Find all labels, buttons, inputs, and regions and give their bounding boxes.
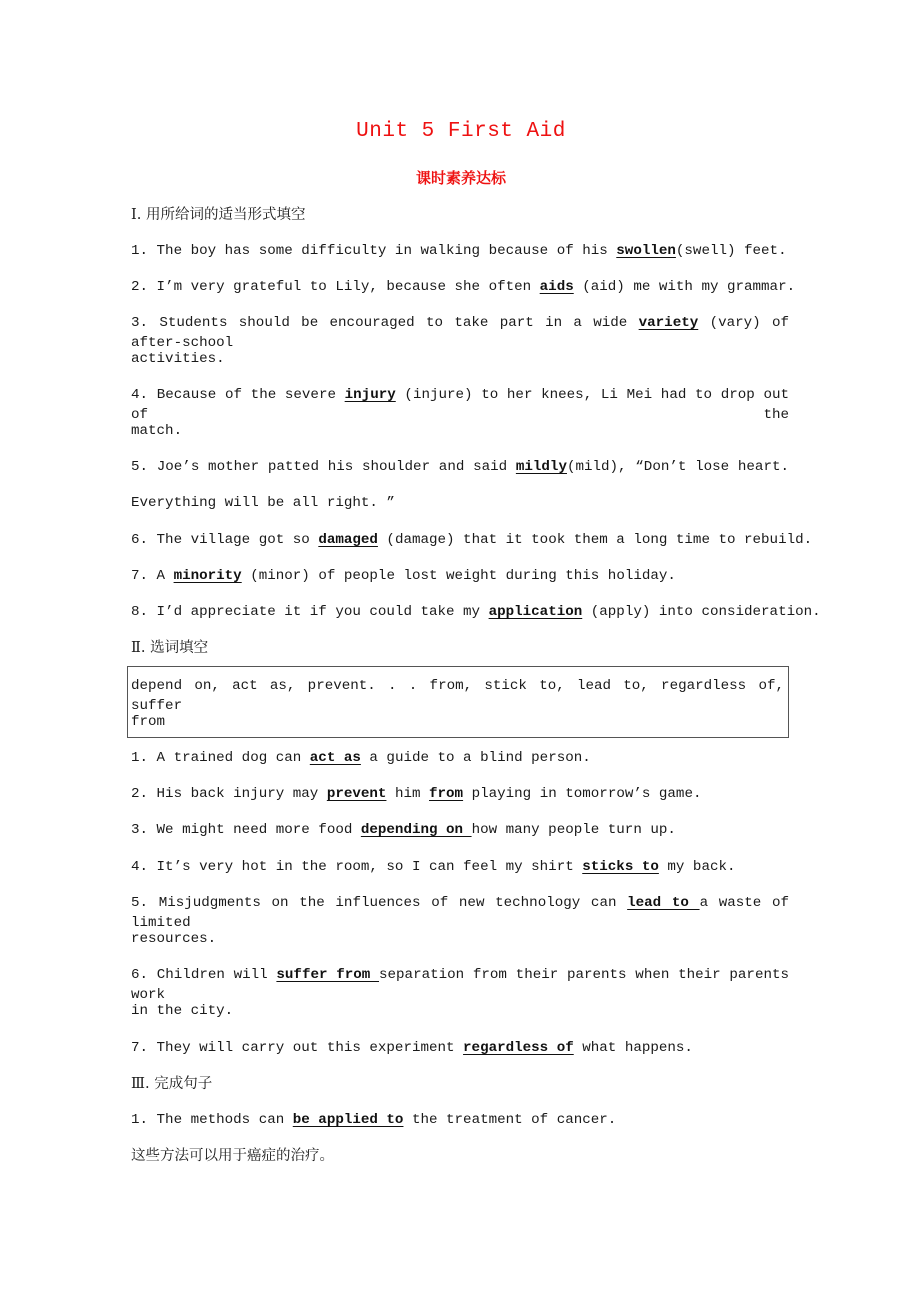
document-title: Unit 5 First Aid [356,120,566,143]
exercise-item [131,277,796,297]
item-text: a waste of limited [131,895,790,931]
item-text: 2. I’m very grateful to Lily, because she often [131,279,540,295]
item-text: 4. It’s very hot in the room, so I can feel my shirt [131,859,583,875]
answer-blank: mildly [515,459,567,475]
exercise-item [131,602,821,622]
item-text: separation from their parents when their parents work [131,967,789,1003]
answer-blank: injury [344,387,396,403]
item-text: 1. The boy has some difficulty in walking because of his [131,243,617,259]
answer-blank: application [488,604,583,620]
exercise-item-continuation: Everything will be all right. ” [131,495,395,511]
exercise-item [131,530,813,550]
section-1-heading: Ⅰ. 用所给词的适当形式填空 [131,207,306,223]
word-bank-line: depend on, act as, prevent. . . from, stick to, lead to, regardless of, suffer [131,678,784,714]
word-bank-line: from [131,714,166,730]
exercise-item-continuation: in the city. [131,1003,234,1019]
exercise-item [131,1038,796,1058]
answer-blank: minority [173,568,242,584]
item-text: 6. Children will [131,967,277,983]
exercise-item [131,965,789,1005]
answer-blank: from [429,786,464,802]
item-text: 1. A trained dog can [131,750,310,766]
item-text: 7. They will carry out this experiment [131,1040,464,1056]
exercise-item [131,457,789,477]
exercise-item-continuation: resources. [131,931,217,947]
item-text: (damage) that it took them a long time to rebuild. [377,532,813,548]
item-text: 3. We might need more food [131,822,361,838]
answer-blank: suffer from [276,967,380,983]
exercise-item [131,748,796,768]
exercise-item-continuation: activities. [131,351,225,367]
exercise-item [131,313,789,353]
item-text: (aid) me with my grammar. [573,279,796,295]
item-text: him [386,786,430,802]
answer-blank: prevent [326,786,387,802]
item-text: 1. The methods can [131,1112,293,1128]
exercise-item [131,241,796,261]
item-text: (apply) into consideration. [582,604,821,620]
item-text: the treatment of cancer. [403,1112,617,1128]
item-text: playing in tomorrow’s game. [463,786,702,802]
answer-blank: regardless of [463,1040,574,1056]
item-text: (minor) of people lost weight during this holiday. [241,568,676,584]
answer-blank: aids [539,279,574,295]
item-text: (swell) feet. [675,243,787,259]
item-text: 5. Misjudgments on the influences of new technology can [131,895,628,911]
item-text: my back. [658,859,736,875]
answer-blank: be applied to [292,1112,404,1128]
exercise-item [131,893,789,933]
exercise-item [131,385,789,425]
exercise-item [131,857,796,877]
answer-blank: swollen [616,243,676,259]
translation-text: 这些方法可以用于癌症的治疗。 [131,1148,334,1164]
item-text: 3. Students should be encouraged to take part in a wide [131,315,639,331]
answer-blank: variety [638,315,699,331]
item-text: 7. A [131,568,174,584]
item-text: 8. I’d appreciate it if you could take my [131,604,489,620]
section-2-heading: Ⅱ. 选词填空 [131,640,209,656]
item-text: 4. Because of the severe [131,387,345,403]
item-text: 6. The village got so [131,532,319,548]
word-bank-box [127,666,789,738]
exercise-item-continuation: match. [131,423,183,439]
answer-blank: lead to [627,895,700,911]
exercise-item [131,784,796,804]
item-text: (vary) of after-school [131,315,789,351]
answer-blank: sticks to [582,859,659,875]
document-subtitle: 课时素养达标 [415,169,506,187]
section-3-heading: Ⅲ. 完成句子 [131,1076,213,1092]
answer-blank: damaged [318,532,378,548]
answer-blank: depending on [360,822,472,838]
item-text: (mild), “Don’t lose heart. [566,459,789,475]
item-text: how many people turn up. [471,822,676,838]
item-text: a guide to a blind person. [360,750,591,766]
answer-blank: act as [309,750,361,766]
exercise-item [131,1110,796,1130]
item-text: what happens. [573,1040,693,1056]
exercise-item [131,820,796,840]
item-text: 2. His back injury may [131,786,327,802]
exercise-item [131,566,796,586]
item-text: 5. Joe’s mother patted his shoulder and said [131,459,516,475]
item-text: (injure) to her knees, Li Mei had to drop out of the [131,387,789,423]
